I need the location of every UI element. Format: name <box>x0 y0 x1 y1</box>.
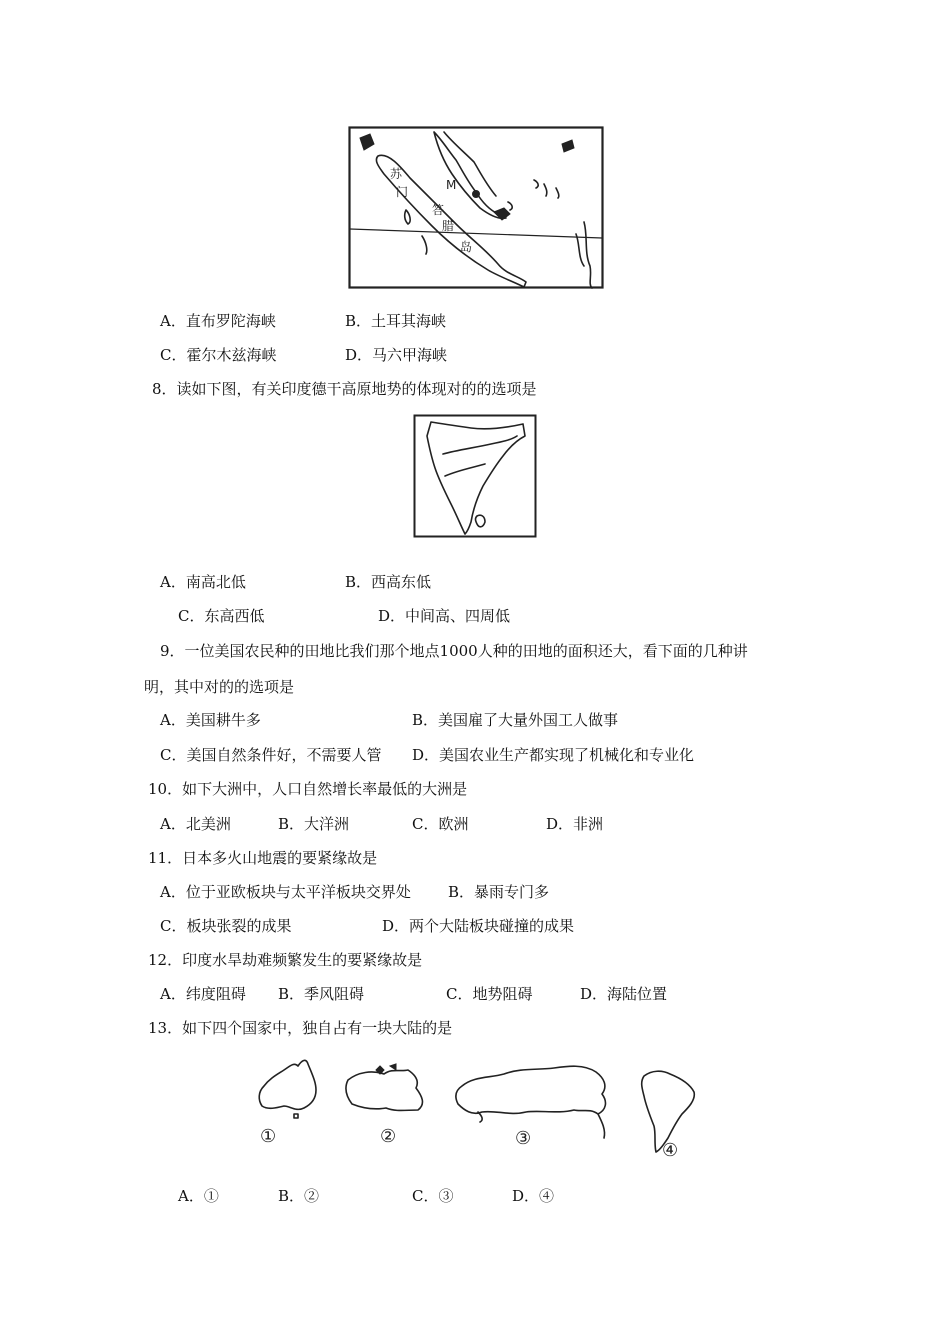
q10-stem: 10．如下大洲中，人口自然增长率最低的大洲是 <box>148 780 468 798</box>
figure-label-2: ② <box>380 1126 397 1147</box>
q11-option-d: D．两个大陆板块碰撞的成果 <box>382 917 575 935</box>
q9-stem-line1: 9．一位美国农民种的田地比我们那个地点1000人种的田地的面积还大，看下面的几种讲 <box>160 642 748 660</box>
q8-option-a: A．南高北低 <box>160 573 246 591</box>
q13-option-a: A．① <box>178 1187 219 1205</box>
map-label-da: 答 <box>432 203 445 217</box>
figure-label-4: ④ <box>662 1140 679 1161</box>
q12-option-d: D．海陆位置 <box>580 985 668 1003</box>
india-map <box>413 414 537 538</box>
q10-option-d: D．非洲 <box>546 815 604 833</box>
q8-option-b: B．西高东低 <box>345 573 432 591</box>
q13-option-c: C．③ <box>412 1187 454 1205</box>
q11-stem: 11．日本多火山地震的要紧缘故是 <box>148 849 378 867</box>
q12-stem: 12．印度水旱劫难频繁发生的要紧缘故是 <box>148 951 423 969</box>
q10-option-b: B．大洋洲 <box>278 815 350 833</box>
q8-option-d: D．中间高、四周低 <box>378 607 511 625</box>
q13-stem: 13．如下四个国家中，独自占有一块大陆的是 <box>148 1019 453 1037</box>
q13-option-b: B．② <box>278 1187 320 1205</box>
q9-option-d: D．美国农业生产都实现了机械化和专业化 <box>412 746 695 764</box>
q11-option-b: B．暴雨专门多 <box>448 883 550 901</box>
q9-option-a: A．美国耕牛多 <box>160 711 261 729</box>
figure-label-3: ③ <box>515 1128 532 1149</box>
q11-option-a: A．位于亚欧板块与太平洋板块交界处 <box>160 883 411 901</box>
q11-option-c: C．板块张裂的成果 <box>160 917 292 935</box>
q7-option-a: A．直布罗陀海峡 <box>160 312 276 330</box>
q7-option-c: C．霍尔木兹海峡 <box>160 346 277 364</box>
q8-stem: 8．读如下图，有关印度德干高原地势的体现对的的选项是 <box>152 380 537 398</box>
figure-label-1: ① <box>260 1126 277 1147</box>
q8-option-c: C．东高西低 <box>178 607 265 625</box>
map-label-m: M <box>446 178 457 192</box>
q13-option-d: D．④ <box>512 1187 555 1205</box>
malacca-strait-map <box>348 126 604 290</box>
country-outlines-figure <box>250 1050 700 1162</box>
map-label-men: 门 <box>396 185 409 199</box>
q12-option-c: C．地势阻碍 <box>446 985 533 1003</box>
q7-option-b: B．土耳其海峡 <box>345 312 447 330</box>
q9-stem-line2: 明，其中对的的选项是 <box>144 678 295 696</box>
q12-option-b: B．季风阻碍 <box>278 985 365 1003</box>
map-label-la: 腊 <box>442 219 455 233</box>
q7-option-d: D．马六甲海峡 <box>345 346 448 364</box>
q12-option-a: A．纬度阻碍 <box>160 985 246 1003</box>
q10-option-a: A．北美洲 <box>160 815 231 833</box>
q9-option-c: C．美国自然条件好，不需要人管 <box>160 746 382 764</box>
q9-option-b: B．美国雇了大量外国工人做事 <box>412 711 619 729</box>
q10-option-c: C．欧洲 <box>412 815 469 833</box>
map-label-dao: 岛 <box>460 240 473 254</box>
map-label-su: 苏 <box>390 167 403 181</box>
